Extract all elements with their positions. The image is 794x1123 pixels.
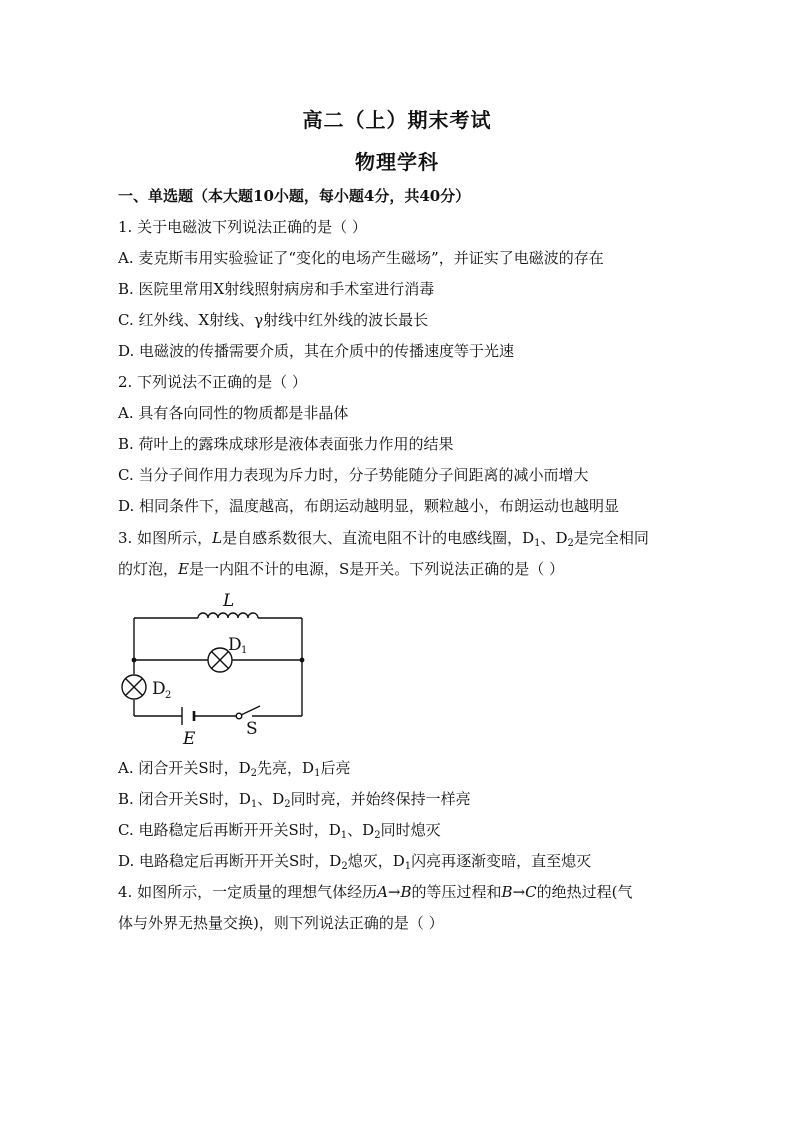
- q4-stem-line1: 4. 如图所示，一定质量的理想气体经历A→B的等压过程和B→C的绝热过程(气: [118, 883, 633, 901]
- q2-option-d: D. 相同条件下，温度越高，布朗运动越明显，颗粒越小，布朗运动也越明显: [118, 497, 620, 515]
- label-S: S: [246, 719, 258, 739]
- label-L: L: [223, 591, 235, 611]
- q3-option-d: D. 电路稳定后再断开开关S时，$D_2$熄灭，$D_1$闪亮再逐渐变暗，直至熄灭: [118, 852, 592, 872]
- q1-option-d: D. 电磁波的传播需要介质，其在介质中的传播速度等于光速: [118, 342, 515, 360]
- q1-option-b: B. 医院里常用X射线照射病房和手术室进行消毒: [118, 280, 435, 298]
- label-D2: D: [152, 679, 166, 699]
- battery-icon: [182, 707, 194, 725]
- label-D1-sub: 1: [241, 645, 248, 656]
- q3-stem-line2: 的灯泡，E是一内阻不计的电源，S是开关。下列说法正确的是（ ）: [118, 560, 565, 578]
- q2-option-b: B. 荷叶上的露珠成球形是液体表面张力作用的结果: [118, 435, 454, 453]
- label-E: E: [183, 729, 196, 748]
- label-D2-sub: 2: [165, 690, 172, 701]
- title: 高二（上）期末考试: [302, 108, 492, 132]
- q1-option-c: C. 红外线、X射线、γ射线中红外线的波长最长: [118, 311, 429, 329]
- label-D1: D: [228, 635, 242, 655]
- q2-option-c: C. 当分子间作用力表现为斥力时，分子势能随分子间距离的减小而增大: [118, 466, 589, 484]
- q3-stem-line1: 3. 如图所示，L是自感系数很大、直流电阻不计的电感线圈，$D_1$、$D_2$是完全相同: [118, 529, 649, 549]
- q3-option-c: C. 电路稳定后再断开开关S时，$D_1$、$D_2$同时熄灭: [118, 821, 441, 841]
- subject-title: 物理学科: [355, 150, 439, 174]
- lamp-d2-icon: [121, 674, 147, 700]
- section-heading: 一、单选题（本大题10小题，每小题4分，共40分）: [118, 187, 471, 205]
- q2-stem: 2. 下列说法不正确的是（ ）: [118, 373, 307, 391]
- q2-option-a: A. 具有各向同性的物质都是非晶体: [118, 404, 349, 422]
- q4-stem-line2: 体与外界无热量交换)，则下列说法正确的是（ ）: [118, 914, 444, 932]
- circuit-diagram: [116, 588, 316, 748]
- q3-option-a: A. 闭合开关S时，$D_2$先亮，$D_1$后亮: [118, 759, 351, 779]
- q1-option-a: A. 麦克斯韦用实验验证了“变化的电场产生磁场”，并证实了电磁波的存在: [118, 249, 604, 267]
- switch-icon: [236, 706, 260, 719]
- q3-option-b: B. 闭合开关S时，$D_1$、$D_2$同时亮，并始终保持一样亮: [118, 790, 471, 810]
- q1-stem: 1. 关于电磁波下列说法正确的是（ ）: [118, 218, 367, 236]
